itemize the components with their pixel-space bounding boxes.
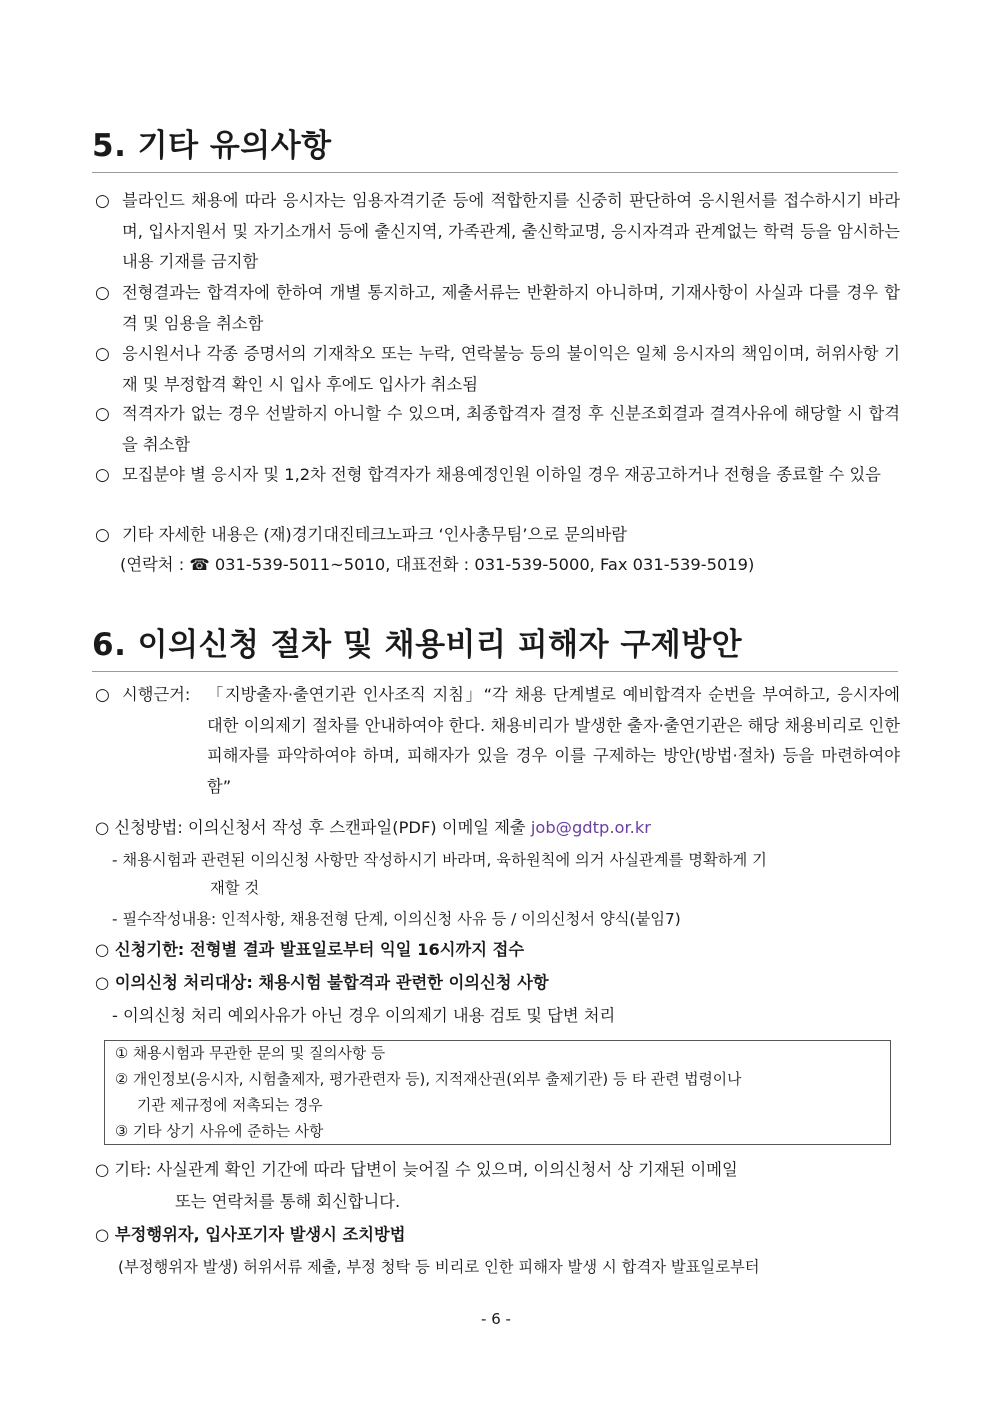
other-label: 기타: (114, 1160, 152, 1179)
scope-note: - 이의신청 처리 예외사유가 아닌 경우 이의제기 내용 검토 및 답변 처리 (112, 1006, 616, 1025)
basis-item (95, 680, 900, 802)
fraud-note: (부정행위자 발생) 허위서류 제출, 부정 청탁 등 비리로 인한 피해자 발생 시 합격자 발표일로부터 (118, 1258, 760, 1276)
exception-box (104, 1040, 891, 1145)
exception-item-continued: 기관 제규정에 저촉되는 경우 (137, 1097, 323, 1114)
circle-bullet-icon: ○ (95, 685, 110, 705)
circle-bullet-icon: ○ (95, 1160, 110, 1179)
list-item (95, 460, 900, 491)
circle-bullet-icon: ○ (95, 465, 110, 485)
other-item (95, 1155, 738, 1185)
method-text: 신청방법: 이의신청서 작성 후 스캔파일(PDF) 이메일 제출 (114, 818, 526, 837)
circle-bullet-icon: ○ (95, 191, 110, 211)
scope-text: 이의신청 처리대상: 채용시험 불합격과 관련한 이의신청 사항 (114, 973, 549, 992)
item-text: 응시원서나 각종 증명서의 기재착오 또는 누락, 연락불능 등의 불이익은 일체 응시자의 책임이며, 허위사항 기재 및 부정합격 확인 시 입사 후에도 입사가 취소됨 (122, 344, 900, 394)
basis-text: 「지방출자·출연기관 인사조직 지침」“각 채용 단계별로 예비합격자 순번을 부여하고, 응시자에 대한 이의제기 절차를 안내하여야 한다. 채용비리가 발생한 출자·출연기관은 해당 채용비리로 인한 피해자를 파악하여야 하며, 피해자가 있을 경우 이를 구제하는 방안(방법·절차) 등을 마련하여야 함” (207, 685, 900, 796)
fraud-item (95, 1220, 405, 1250)
method-note: - 필수작성내용: 인적사항, 채용전형 단계, 이의신청 사유 등 / 이의신청서 양식(붙임7) (112, 910, 681, 928)
item-text: 적격자가 없는 경우 선발하지 아니할 수 있으며, 최종합격자 결정 후 신분조회결과 결격사유에 해당할 시 합격을 취소함 (122, 404, 900, 454)
circle-bullet-icon: ○ (95, 973, 110, 992)
item-text: 블라인드 채용에 따라 응시자는 임용자격기준 등에 적합한지를 신중히 판단하여 응시원서를 접수하시기 바라며, 입사지원서 및 자기소개서 등에 출신지역, 가족관계, 출신학교명, 응시자격과 관계없는 학력 등을 암시하는 내용 기재를 금지함 (122, 191, 900, 271)
basis-label: 시행근거: (122, 685, 191, 704)
list-item (95, 278, 900, 339)
fraud-text: 부정행위자, 입사포기자 발생시 조치방법 (114, 1225, 406, 1244)
item-text: 모집분야 별 응시자 및 1,2차 전형 합격자가 채용예정인원 이하일 경우 재공고하거나 전형을 종료할 수 있음 (122, 465, 881, 484)
circle-bullet-icon: ○ (95, 283, 110, 303)
list-item (95, 186, 900, 278)
email-link[interactable]: job@gdtp.or.kr (530, 818, 651, 837)
scope-item (95, 968, 549, 998)
circle-bullet-icon: ○ (95, 818, 110, 837)
section-6-title: 6. 이의신청 절차 및 채용비리 피해자 구제방안 (92, 625, 898, 672)
list-item (95, 399, 900, 460)
method-item (95, 813, 651, 843)
page-number: - 6 - (481, 1310, 511, 1328)
exception-item: ② 개인정보(응시자, 시험출제자, 평가관련자 등), 지적재산권(외부 출제기관) 등 타 관련 법령이나 (115, 1071, 742, 1088)
circle-bullet-icon: ○ (95, 404, 110, 424)
circle-bullet-icon: ○ (95, 525, 110, 545)
other-text: 사실관계 확인 기간에 따라 답변이 늦어질 수 있으며, 이의신청서 상 기재된 이메일 (156, 1160, 738, 1179)
item-text: 전형결과는 합격자에 한하여 개별 통지하고, 제출서류는 반환하지 아니하며, 기재사항이 사실과 다를 경우 합격 및 임용을 취소함 (122, 283, 900, 333)
method-note: - 채용시험과 관련된 이의신청 사항만 작성하시기 바라며, 육하원칙에 의거 사실관계를 명확하게 기 (112, 851, 767, 869)
circle-bullet-icon: ○ (95, 344, 110, 364)
exception-item: ③ 기타 상기 사유에 준하는 사항 (115, 1123, 324, 1140)
circle-bullet-icon: ○ (95, 1225, 110, 1244)
list-item (95, 339, 900, 400)
list-item (95, 520, 900, 551)
circle-bullet-icon: ○ (95, 940, 110, 959)
section-5-title: 5. 기타 유의사항 (92, 126, 898, 173)
deadline-text: 신청기한: 전형별 결과 발표일로부터 익일 16시까지 접수 (114, 940, 525, 959)
other-text-continued: 또는 연락처를 통해 회신합니다. (175, 1192, 401, 1211)
deadline-item (95, 935, 524, 965)
contact-info: (연락처 : ☎ 031-539-5011~5010, 대표전화 : 031-539-5000, Fax 031-539-5019) (120, 555, 755, 574)
exception-item: ① 채용시험과 무관한 문의 및 질의사항 등 (115, 1045, 386, 1062)
method-note-continued: 재할 것 (210, 879, 260, 897)
item-text: 기타 자세한 내용은 (재)경기대진테크노파크 ‘인사총무팀’으로 문의바람 (122, 525, 628, 544)
